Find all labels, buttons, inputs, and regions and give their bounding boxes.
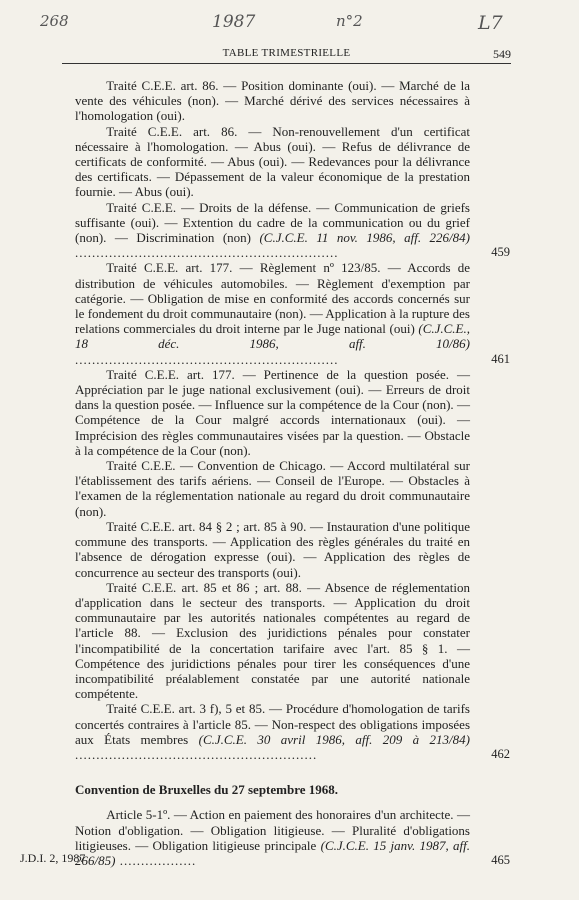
entry-text: Article 5-1º. — Action en paiement des honoraires d'un architecte. — Notion d'obligation. — Obligation litigieuse. — Pluralité d'obligations litigieuses. — Obligation litigieuse principale — [75, 807, 470, 853]
entry-text: Traité C.E.E. — Droits de la défense. — Communication de griefs suffisante (oui). — Extention du cadre de la communication ou du grief (non). — Discrimination (non) — [75, 199, 470, 246]
running-header-title: TABLE TRIMESTRIELLE — [222, 47, 351, 59]
entry-text: Traité C.E.E. art. 84 § 2 ; art. 85 à 90. — Instauration d'une politique commune des transports. — Application des règles générales du traité en l'absence de dérogation expresse (oui). — Application des règles de concurrence au secteur des transports (oui). — [75, 518, 470, 580]
entry-reference: (C.J.C.E. 15 janv. 1987, aff. 266/85) — [75, 837, 470, 868]
index-entry — [75, 701, 510, 762]
handwritten-annotation-center: 1987 — [212, 12, 256, 32]
entry-page-number: 461 — [491, 351, 510, 366]
page-number: 549 — [493, 47, 511, 61]
entry-leader-dots: .................. — [115, 852, 197, 868]
index-entry — [75, 367, 470, 458]
index-entry — [75, 78, 470, 124]
section-heading: Convention de Bruxelles du 27 septembre 1968. — [75, 782, 339, 798]
entry-text: Traité C.E.E. art. 177. — Règlement nº 123/85. — Accords de distribution de véhicules automobiles. — Règlement d'exemption par catégorie. — Obligation de mise en conformité des accords concernés sur le fondement du droit communautaire (non). — Application à la rupture des relations commerciales du droit interne par le Juge national (oui) — [75, 260, 470, 337]
handwritten-annotation-center-right: n°2 — [336, 12, 363, 30]
entry-text: Traité C.E.E. art. 85 et 86 ; art. 88. — Absence de réglementation d'application dans le secteur des transports. — Application du droit communautaire par les autorités nationales compétentes au regard de l'article 88. — Exclusion des juridictions pénales pour constater l'incompatibilité de la concertation tarifaire avec l'art. 85 § 1. — Compétence des juridictions pénales pour tirer les conséquences d'une incompatibilité préalablement constatée par une autorité nationale compétente. — [75, 579, 470, 702]
entry-leader-dots: ......................................................... — [75, 746, 318, 762]
index-entry — [75, 519, 470, 580]
entry-page-number: 462 — [491, 746, 510, 761]
entry-text: Traité C.E.E. — Convention de Chicago. — Accord multilatéral sur l'établissement des tarifs aériens. — Conseil de l'Europe. — Obstacles à l'examen de la réglementation nationale au regard du droit communautaire (non). — [75, 458, 470, 519]
entry-leader-dots: .............................................................. — [75, 245, 339, 261]
entry-text: Traité C.E.E. art. 86. — Position dominante (oui). — Marché de la vente des véhicules (non). — Marché dérivé des services nécessaires à l'homologation (oui). — [75, 78, 470, 124]
entry-reference: (C.J.C.E., 18 déc. 1986, aff. 10/86) — [75, 321, 470, 352]
index-entry — [75, 458, 470, 519]
index-entry — [75, 580, 470, 702]
handwritten-annotation-right: L7 — [478, 12, 503, 34]
entry-text: Traité C.E.E. art. 177. — Pertinence de la question posée. — Appréciation par le juge national exclusivement (oui). — Erreurs de droit dans la question posée. — Influence sur la compétence de la Cour (non). — Compétence de la Cour malgré accords internationaux (oui). — Imprécision des règles communautaires visées par la question. — Obstacle à la compétence de la Cour (non). — [75, 366, 470, 458]
index-entry — [75, 199, 510, 261]
running-header — [62, 47, 511, 64]
entry-text: Traité C.E.E. art. 3 f), 5 et 85. — Procédure d'homologation de tarifs concertés contraires à l'article 85. — Non-respect des obligations imposées aux États membres — [75, 701, 470, 747]
entry-text: Traité C.E.E. art. 86. — Non-renouvellement d'un certificat nécessaire à l'homologation. — Abus (oui). — Refus de délivrance de certificats de conformité. — Abus (oui). — Redevances pour la délivrance des certificats. — Dépassement de la valeur économique de la prestation fournie. — Abus (oui). — [75, 123, 470, 200]
handwritten-annotation-left: 268 — [40, 12, 69, 30]
journal-footer: J.D.I. 2, 1987 — [20, 851, 86, 865]
entry-leader-dots: .............................................................. — [75, 351, 339, 367]
index-entry — [75, 807, 510, 868]
index-entry — [75, 260, 510, 367]
entry-reference: (C.J.C.E. 30 avril 1986, aff. 209 à 213/84) — [198, 731, 470, 747]
entry-page-number: 465 — [491, 852, 510, 867]
entry-page-number: 459 — [491, 245, 510, 260]
index-entry — [75, 124, 470, 200]
index-content — [75, 78, 510, 868]
entry-reference: (C.J.C.E. 11 nov. 1986, aff. 226/84) — [259, 230, 470, 246]
